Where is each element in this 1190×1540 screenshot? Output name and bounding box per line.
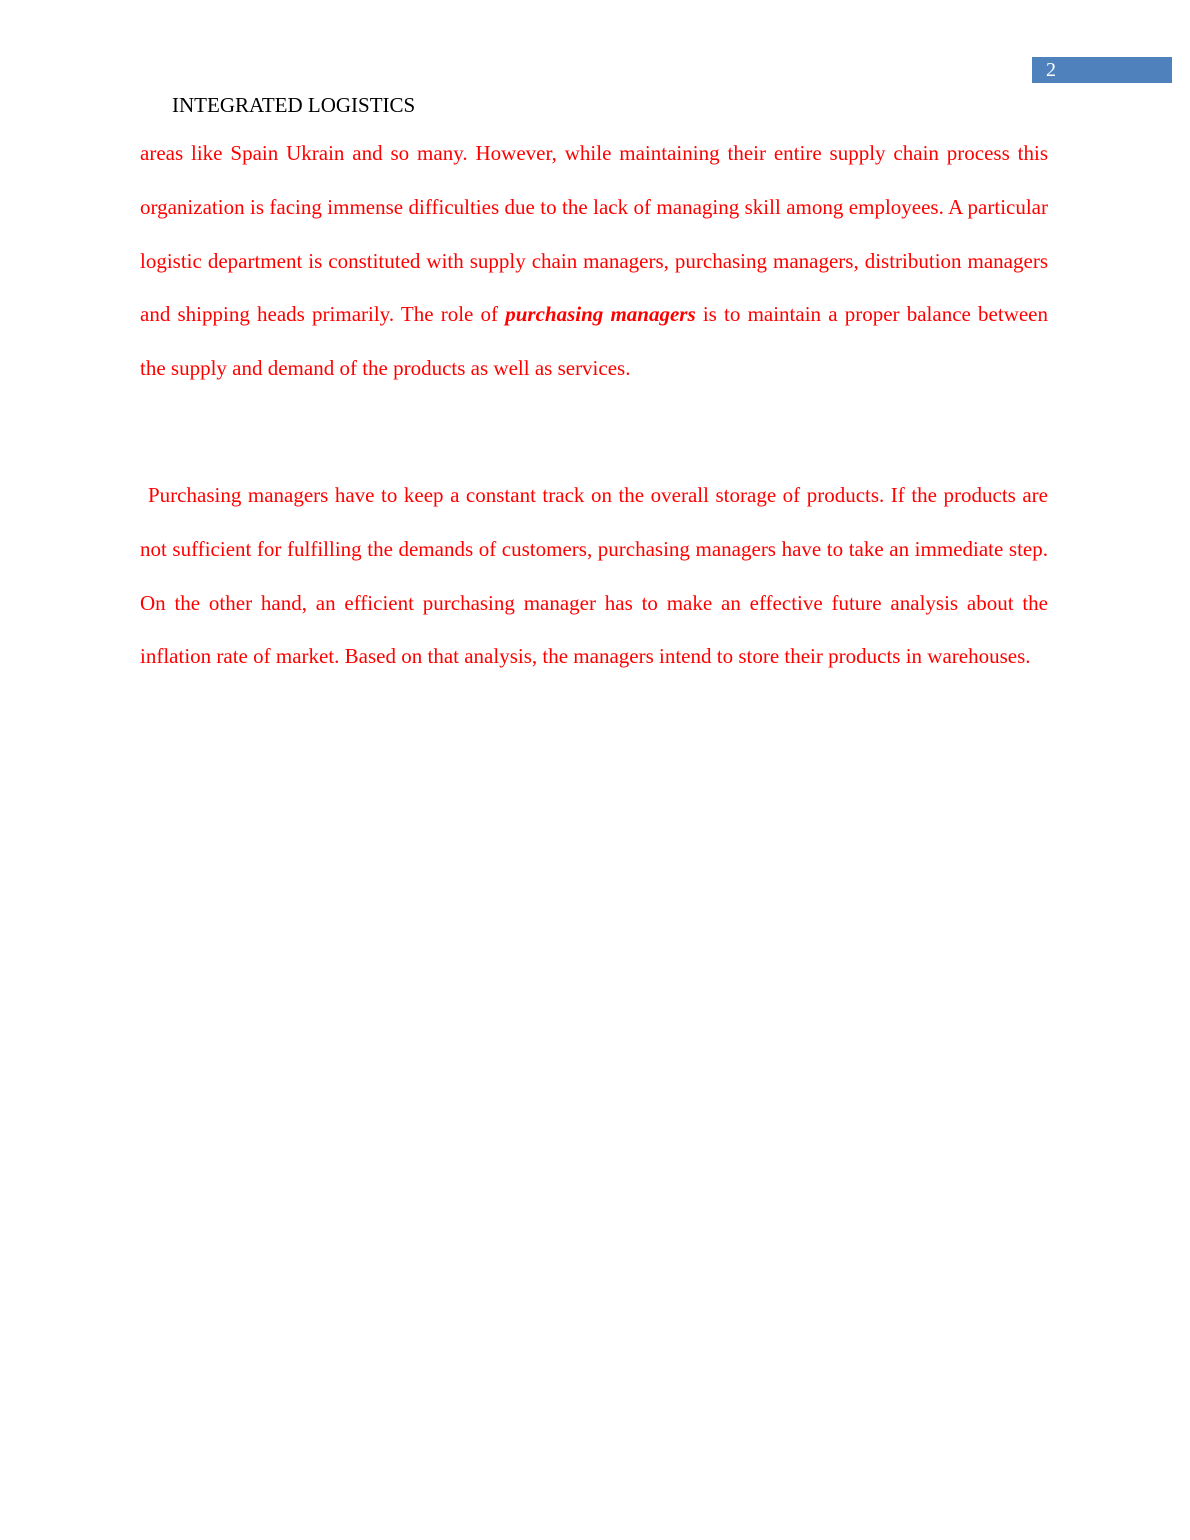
body-paragraph-1 — [140, 127, 1048, 396]
paragraph-1-text-after: is to maintain a proper balance between the supply and demand of the products as well as services. — [140, 302, 1049, 381]
page-number: 2 — [1032, 57, 1172, 83]
paragraph-1-text-before: areas like Spain Ukrain and so many. However, while maintaining their entire supply chain process this organization is facing immense difficulties due to the lack of managing skill among employees. A particular logistic department is constituted with supply chain managers, purchasing managers, distribution managers and shipping heads primarily. The role of — [140, 141, 1048, 327]
body-paragraph-2: Purchasing managers have to keep a constant track on the overall storage of products. If the products are not sufficient for fulfilling the demands of customers, purchasing managers have to take an immediate step. On the other hand, an efficient purchasing manager has to make an effective future analysis about the inflation rate of market. Based on that analysis, the managers intend to store their products in warehouses. — [140, 483, 1048, 669]
paragraph-1-emphasis: purchasing managers — [505, 302, 696, 327]
running-head: INTEGRATED LOGISTICS — [172, 93, 416, 117]
